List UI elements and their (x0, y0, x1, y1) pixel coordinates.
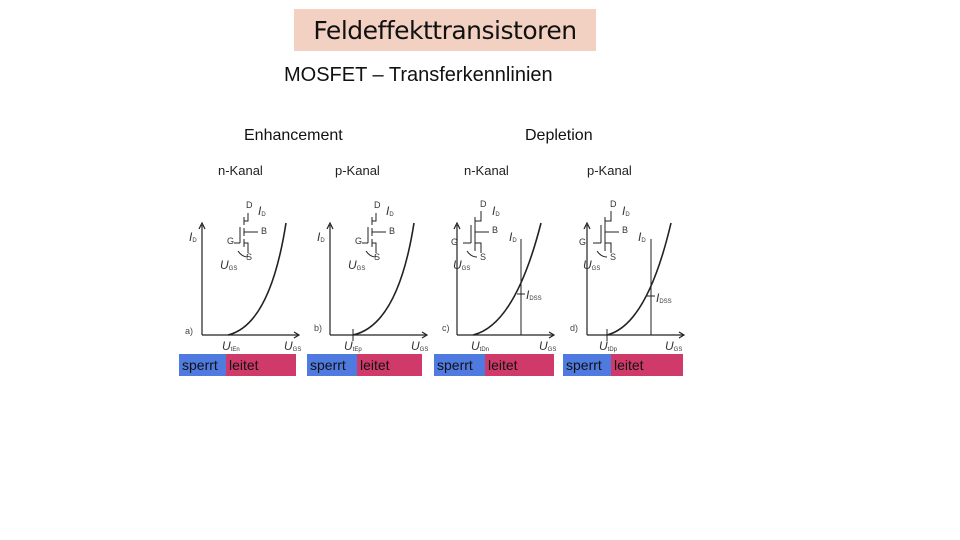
symbol-gate: G (579, 237, 587, 247)
panel-d (563, 195, 688, 355)
sperrt-region: sperrt (179, 354, 226, 376)
state-bar-b (307, 354, 422, 376)
channel-label-b: p-Kanal (335, 163, 380, 178)
mosfet-symbol (362, 213, 386, 257)
symbol-gate: G (451, 237, 459, 247)
symbol-source: S (246, 252, 253, 262)
group-depletion: Depletion (525, 127, 593, 144)
transfer-diagram-a (178, 195, 303, 355)
idss-label: $I_{DSS}$ (656, 291, 672, 305)
x-axis-label: $U_{GS}$ (284, 339, 302, 353)
symbol-bulk: B (389, 226, 396, 236)
symbol-ugs-label: $U_{GS}$ (348, 258, 366, 272)
threshold-label: $U_{tEn}$ (222, 339, 240, 353)
y-axis-label: $I_D$ (509, 230, 517, 244)
transfer-diagram-d (563, 195, 688, 355)
panel-a (178, 195, 303, 355)
state-bar-d (563, 354, 683, 376)
panel-tag: a) (185, 326, 194, 336)
state-bar-a (179, 354, 296, 376)
symbol-source: S (374, 252, 381, 262)
title-box (294, 9, 596, 51)
x-axis-label: $U_{GS}$ (539, 339, 557, 353)
symbol-source: S (480, 252, 487, 262)
symbol-bulk: B (492, 225, 499, 235)
page-subtitle: MOSFET – Transferkennlinien (284, 64, 553, 86)
mosfet-symbol (234, 213, 258, 257)
transfer-curve (473, 223, 541, 335)
symbol-ugs-label: $U_{GS}$ (453, 258, 471, 272)
transfer-diagram-b (306, 195, 431, 355)
panel-b (306, 195, 431, 355)
sperrt-region: sperrt (563, 354, 611, 376)
state-bar-c (434, 354, 554, 376)
symbol-gate: G (355, 236, 363, 246)
leitet-region: leitet (226, 354, 296, 376)
leitet-region: leitet (485, 354, 554, 376)
symbol-ugs-label: $U_{GS}$ (583, 258, 601, 272)
threshold-label: $U_{tDn}$ (471, 339, 490, 353)
symbol-source: S (610, 252, 617, 262)
sperrt-region: sperrt (307, 354, 357, 376)
page-title: Feldeffekttransistoren (313, 15, 577, 45)
transfer-curve (353, 223, 414, 335)
threshold-label: $U_{tDp}$ (599, 339, 618, 353)
transfer-curve (228, 223, 286, 335)
group-enhancement: Enhancement (244, 127, 343, 144)
y-axis-label: $I_D$ (638, 230, 646, 244)
symbol-id-label: $I_D$ (386, 204, 394, 218)
symbol-drain: D (374, 200, 381, 210)
x-axis-label: $U_{GS}$ (411, 339, 429, 353)
symbol-drain: D (246, 200, 253, 210)
symbol-drain: D (480, 199, 487, 209)
leitet-region: leitet (611, 354, 683, 376)
symbol-id-label: $I_D$ (622, 204, 630, 218)
panel-tag: b) (314, 323, 323, 333)
symbol-bulk: B (261, 226, 268, 236)
symbol-drain: D (610, 199, 617, 209)
mosfet-symbol (463, 211, 489, 257)
panel-tag: c) (442, 323, 450, 333)
symbol-gate: G (227, 236, 235, 246)
x-axis-label: $U_{GS}$ (665, 339, 683, 353)
threshold-label: $U_{tEp}$ (344, 339, 362, 353)
mosfet-symbol (593, 211, 619, 257)
channel-label-c: n-Kanal (464, 163, 509, 178)
channel-label-d: p-Kanal (587, 163, 632, 178)
leitet-region: leitet (357, 354, 422, 376)
channel-label-a: n-Kanal (218, 163, 263, 178)
transfer-diagram-c (433, 195, 558, 355)
panel-c (433, 195, 558, 355)
symbol-id-label: $I_D$ (492, 204, 500, 218)
sperrt-region: sperrt (434, 354, 485, 376)
panel-tag: d) (570, 323, 579, 333)
idss-label: $I_{DSS}$ (526, 288, 542, 302)
y-axis-label: $I_D$ (189, 230, 197, 244)
symbol-ugs-label: $U_{GS}$ (220, 258, 238, 272)
y-axis-label: $I_D$ (317, 230, 325, 244)
symbol-bulk: B (622, 225, 629, 235)
symbol-id-label: $I_D$ (258, 204, 266, 218)
